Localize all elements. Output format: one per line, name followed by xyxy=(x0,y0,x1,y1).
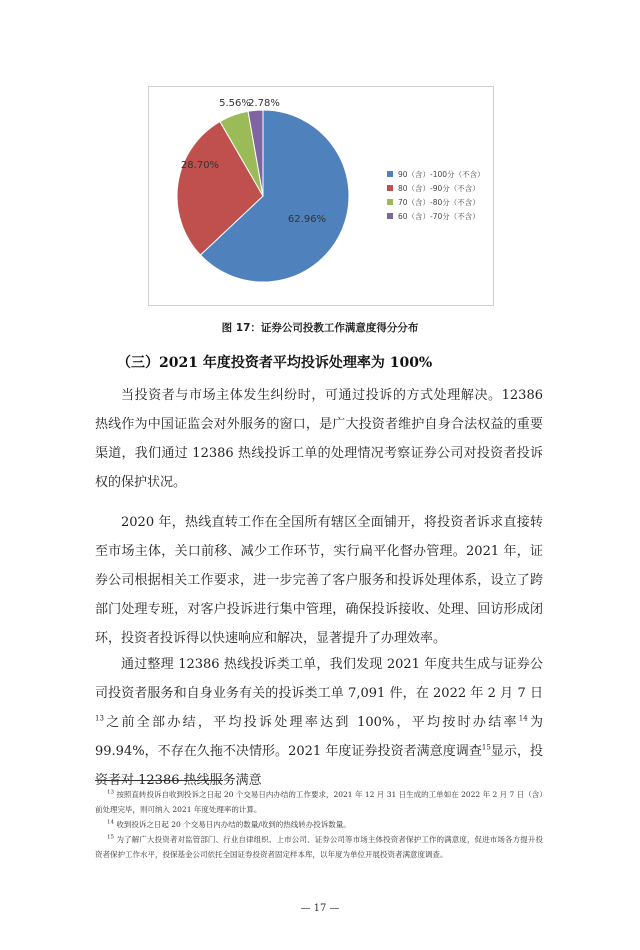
legend-label: 80（含）-90分（不含） xyxy=(398,183,480,193)
legend-label: 70（含）-80分（不含） xyxy=(398,197,480,207)
footnote-13 xyxy=(95,787,543,817)
paragraph-1: 当投资者与市场主体发生纠纷时，可通过投诉的方式处理解决。12386 热线作为中国证监会对外服务的窗口，是广大投资者维护自身合法权益的重要渠道，我们通过 12386 热线投诉工单的处理情况考察证券公司对投资者投诉权的保护状况。 xyxy=(95,388,543,490)
legend-item xyxy=(387,181,485,195)
footnote-text: 为了解广大投资者对监管部门、行业自律组织、上市公司、证券公司等市场主体投资者保护工作的满意度，促进市场各方提升投资者保护工作水平，投保基金公司依托全国证券投资者固定样本库，以年度为单位开展投资者满意度调查。 xyxy=(95,835,544,859)
footnote-divider xyxy=(95,780,223,781)
legend-swatch xyxy=(387,185,393,191)
paragraph-3-text-d: 显示，投资者对 12386 热线服务满意 xyxy=(95,744,543,788)
footnote-ref-14[interactable]: 14 xyxy=(518,714,528,723)
pie-data-label: 62.96% xyxy=(287,214,327,225)
footnote-text: 收到投诉之日起 20 个交易日内办结的数量/收到的热线转办投诉数量。 xyxy=(116,820,351,829)
footnote-number: 13 xyxy=(107,789,114,796)
footnote-number: 15 xyxy=(107,834,114,841)
pie-data-label: 2.78% xyxy=(248,98,280,109)
section-heading: （三）2021 年度投资者平均投诉处理率为 100% xyxy=(117,355,433,371)
footnote-ref-15[interactable]: 15 xyxy=(481,743,491,752)
footnote-15 xyxy=(95,832,543,862)
figure-caption: 图 17：证券公司投教工作满意度得分分布 xyxy=(221,322,419,334)
paragraph-3-text-b: 之前全部办结，平均投诉处理率达到 100%，平均按时办结率 xyxy=(103,715,519,730)
pie-chart xyxy=(148,86,494,306)
paragraph-3-text-c: 为 99.94%，不存在久拖不决情形。2021 年度证券投资者满意度调查 xyxy=(95,715,543,759)
legend-swatch xyxy=(387,199,393,205)
page-number: — 17 — xyxy=(300,903,340,914)
paragraph-2: 2020 年，热线直转工作在全国所有辖区全面铺开，将投资者诉求直接转至市场主体，关口前移、减少工作环节，实行扁平化督办管理。2021 年，证券公司根据相关工作要求，进一步完善了客户服务和投诉处理体系，设立了跨部门处理专班，对客户投诉进行集中管理，确保投诉接收、处理、回访形成闭环，投资者投诉得以快速响应和解决，显著提升了办理效率。 xyxy=(95,515,543,646)
pie-data-label: 5.56% xyxy=(219,98,251,109)
legend-swatch xyxy=(387,213,393,219)
pie-data-label: 28.70% xyxy=(180,160,220,171)
legend-swatch xyxy=(387,171,393,177)
footnote-text: 按照直转投诉自收到投诉之日起 20 个交易日内办结的工作要求，2021 年 12 月 31 日生成的工单如在 2022 年 2 月 7 日（含）前处理完毕，则可纳入 2021 年度处理率的计算。 xyxy=(95,790,544,814)
paragraph-3 xyxy=(95,650,543,795)
legend-item xyxy=(387,209,485,223)
legend-label: 60（含）-70分（不含） xyxy=(398,211,480,221)
footnote-14 xyxy=(95,817,543,832)
legend-item xyxy=(387,195,485,209)
footnotes xyxy=(95,787,543,862)
paragraph-3-text-a: 通过整理 12386 热线投诉类工单，我们发现 2021 年度共生成与证券公司投资者服务和自身业务有关的投诉类工单 7,091 件，在 2022 年 2 月 7 日 xyxy=(95,657,543,701)
chart-legend xyxy=(387,167,485,223)
footnote-ref-13[interactable]: 13 xyxy=(95,714,104,723)
legend-item xyxy=(387,167,485,181)
footnote-number: 14 xyxy=(107,819,114,826)
legend-label: 90（含）-100分（不含） xyxy=(398,169,485,179)
